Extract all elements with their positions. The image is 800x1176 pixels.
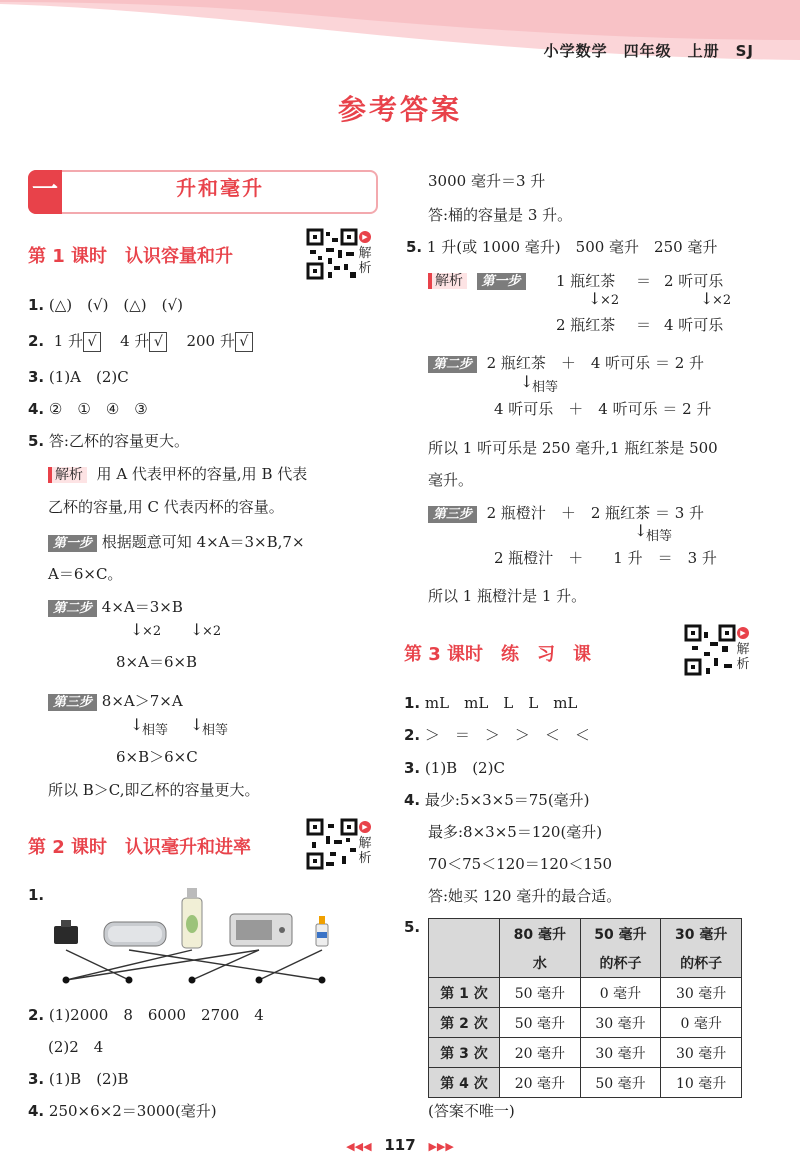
q-num: 5. <box>404 918 421 936</box>
q-num: 4. <box>28 1102 45 1120</box>
l3-q4-l4: 答:她买 120 毫升的最合适。 <box>428 887 622 905</box>
step-text: 根据题意可知 4×A＝3×B,7× <box>101 533 305 551</box>
analysis-line2: 乙杯的容量,用 C 代表丙杯的容量。 <box>48 498 284 516</box>
table-cell: 20 毫升 <box>500 1068 581 1098</box>
unit-number: 一 <box>28 170 62 214</box>
step2-top <box>48 596 183 617</box>
header-cell: 80 毫升 <box>500 919 581 949</box>
row-label: 第 3 次 <box>429 1038 500 1068</box>
table-row <box>429 1038 742 1068</box>
l1-q5 <box>28 430 189 451</box>
times2-label: ×2 <box>600 293 620 308</box>
table-header-row <box>429 948 742 978</box>
matching-illustration <box>44 884 364 994</box>
q-text: 最少:5×3×5＝75(毫升) <box>424 791 590 809</box>
q-num: 3. <box>28 368 45 386</box>
analysis-tag: 解析 <box>48 467 87 483</box>
q-num: 1. <box>404 694 421 712</box>
equal-label: 相等 <box>532 380 559 395</box>
down-arrow-icon: ↓ <box>700 289 714 308</box>
header-cell: 30 毫升 <box>661 919 742 949</box>
l3-q2 <box>404 724 590 745</box>
q2-b: 4 升 <box>120 332 150 350</box>
table-row <box>429 1008 742 1038</box>
l3-q1 <box>404 692 577 713</box>
down-arrow-icon: ↓ <box>634 521 648 540</box>
q-num: 3. <box>404 759 421 777</box>
q-text: (△) (√) (△) (√) <box>48 296 183 314</box>
q-text: ② ① ④ ③ <box>48 400 148 418</box>
answer-note: (答案不唯一) <box>428 1102 515 1120</box>
q-text: (1)2000 8 6000 2700 4 <box>48 1006 264 1024</box>
jiexi-label: 解析 <box>736 642 750 672</box>
pour-table <box>428 918 742 1098</box>
table-cell: 20 毫升 <box>500 1038 581 1068</box>
step-text: 2 瓶橙汁 ＋ 2 瓶红茶 ＝ 3 升 <box>486 504 705 522</box>
lesson1-title: 第 1 课时 认识容量和升 <box>28 246 234 267</box>
q-text: 1 升(或 1000 毫升) 500 毫升 250 毫升 <box>426 238 718 256</box>
l3-q4 <box>404 789 590 810</box>
header-cell: 水 <box>500 948 581 978</box>
step3-tag: 第三步 <box>428 506 477 523</box>
play-icon[interactable]: ▶ <box>359 231 371 243</box>
table-cell: 0 毫升 <box>580 978 661 1008</box>
c3: 所以 1 瓶橙汁是 1 升。 <box>428 587 587 605</box>
table-cell: 0 毫升 <box>661 1008 742 1038</box>
a2-top <box>428 352 704 373</box>
q-text: ＞ ＝ ＞ ＞ ＜ ＜ <box>424 726 590 744</box>
page-number: 117 <box>384 1136 416 1154</box>
q-num: 2. <box>28 1006 45 1024</box>
step-text: 8×A＞7×A <box>101 692 183 710</box>
a1-left2: 2 瓶红茶 <box>556 316 616 334</box>
page-footer <box>0 1136 800 1154</box>
q-text: (1)B (2)B <box>48 1070 129 1088</box>
step1-line1 <box>48 531 305 552</box>
header-cell: 的杯子 <box>661 948 742 978</box>
q-num: 4. <box>404 791 421 809</box>
times2-label: ×2 <box>202 624 222 639</box>
table-cell: 30 毫升 <box>661 978 742 1008</box>
q2-c: 200 升 <box>186 332 235 350</box>
step-text: 2 瓶红茶 ＋ 4 听可乐 ＝ 2 升 <box>486 354 705 372</box>
qr-code-icon[interactable] <box>306 818 358 870</box>
conclusion: 所以 B＞C,即乙杯的容量更大。 <box>48 781 260 799</box>
step3-tag: 第三步 <box>48 694 97 711</box>
analysis-text: 用 A 代表甲杯的容量,用 B 代表 <box>96 465 308 483</box>
table-row <box>429 978 742 1008</box>
step2-tag: 第二步 <box>48 600 97 617</box>
eyedrop-bottle-icon <box>316 916 328 946</box>
play-icon[interactable]: ▶ <box>737 627 749 639</box>
q-text: (1)A (2)C <box>48 368 129 386</box>
l1-q1 <box>28 294 183 315</box>
lesson2-title: 第 2 课时 认识毫升和进率 <box>28 837 252 858</box>
check-box: √ <box>235 332 253 352</box>
a2-bottom: 4 听可乐 ＋ 4 听可乐 ＝ 2 升 <box>494 400 712 418</box>
table-cell: 10 毫升 <box>661 1068 742 1098</box>
shampoo-bottle-icon <box>182 888 202 948</box>
jiexi-label: 解析 <box>358 836 372 866</box>
qr-code-icon[interactable] <box>306 228 358 280</box>
r-analysis-tag-row <box>428 270 526 290</box>
header-cell: 的杯子 <box>580 948 661 978</box>
r-q5 <box>406 236 717 257</box>
times2-label: ×2 <box>142 624 162 639</box>
down-arrow-icon: ↓ <box>520 372 534 391</box>
down-arrow-icon: ↓ <box>190 620 204 639</box>
right-line1: 3000 毫升＝3 升 <box>428 172 546 190</box>
q-num: 4. <box>28 400 45 418</box>
equal-label: 相等 <box>202 723 229 738</box>
step1-tag: 第一步 <box>48 535 97 552</box>
q2-a: 1 升 <box>53 332 83 350</box>
check-box: √ <box>83 332 101 352</box>
q-text: mL mL L L mL <box>424 694 578 712</box>
a1-right1: 2 听可乐 <box>664 272 724 290</box>
q-num: 1. <box>28 296 45 314</box>
q-num: 3. <box>28 1070 45 1088</box>
a1-left1: 1 瓶红茶 <box>556 272 616 290</box>
times2-label: ×2 <box>712 293 732 308</box>
analysis-tag: 解析 <box>428 273 467 289</box>
down-arrow-icon: ↓ <box>130 620 144 639</box>
qr-code-icon[interactable] <box>684 624 736 676</box>
q-num: 5. <box>28 432 45 450</box>
ink-bottle-icon <box>54 920 78 944</box>
equal-label: 相等 <box>646 529 673 544</box>
step3-bottom: 6×B＞6×C <box>116 748 198 766</box>
lesson3-title: 第 3 课时 练 习 课 <box>404 644 592 665</box>
step1-tag: 第一步 <box>477 273 526 290</box>
c2-line1: 所以 1 听可乐是 250 毫升,1 瓶红茶是 500 <box>428 439 718 457</box>
table-cell: 50 毫升 <box>500 1008 581 1038</box>
table-cell: 50 毫升 <box>500 978 581 1008</box>
l2-q1-num <box>28 886 44 904</box>
header-cell <box>429 948 500 978</box>
row-label: 第 1 次 <box>429 978 500 1008</box>
header-cell: 50 毫升 <box>580 919 661 949</box>
table-cell: 30 毫升 <box>661 1038 742 1068</box>
table-header-row <box>429 919 742 949</box>
table-cell: 50 毫升 <box>580 1068 661 1098</box>
step2-tag: 第二步 <box>428 356 477 373</box>
table-row <box>429 1068 742 1098</box>
row-label: 第 4 次 <box>429 1068 500 1098</box>
step2-bottom: 8×A＝6×B <box>116 653 198 671</box>
l3-q4-l3: 70＜75＜120＝120＜150 <box>428 855 613 873</box>
a3-bottom: 2 瓶橙汁 ＋ 1 升 ＝ 3 升 <box>494 549 717 567</box>
q-num: 1. <box>28 886 45 904</box>
l1-q4 <box>28 398 148 419</box>
c2-line2: 毫升。 <box>428 471 474 489</box>
a1-eq: ＝ <box>636 272 652 290</box>
a3-top <box>428 502 704 523</box>
step-text: 4×A＝3×B <box>101 598 183 616</box>
q-num: 5. <box>406 238 423 256</box>
table-cell: 30 毫升 <box>580 1038 661 1068</box>
q-text: 答:乙杯的容量更大。 <box>48 432 189 450</box>
right-arrows-icon: ▶▶▶ <box>428 1140 454 1153</box>
step3-top <box>48 690 183 711</box>
l3-q5-num <box>404 918 420 936</box>
a1-right2: 4 听可乐 <box>664 316 724 334</box>
right-line2: 答:桶的容量是 3 升。 <box>428 206 573 224</box>
l1-q3 <box>28 366 129 387</box>
page-title: 参考答案 <box>337 93 462 126</box>
q-num: 2. <box>28 332 45 350</box>
analysis-line1 <box>48 463 307 484</box>
l2-q3 <box>28 1068 128 1089</box>
row-label: 第 2 次 <box>429 1008 500 1038</box>
check-box: √ <box>149 332 167 352</box>
l2-q2-line2: (2)2 4 <box>48 1038 104 1056</box>
subject-label: 小学数学 四年级 上册 SJ <box>543 42 754 60</box>
l2-q2 <box>28 1004 264 1025</box>
jiexi-label: 解析 <box>358 246 372 276</box>
q-num: 2. <box>404 726 421 744</box>
down-arrow-icon: ↓ <box>588 289 602 308</box>
left-arrows-icon: ◀◀◀ <box>346 1140 372 1153</box>
step1-line2: A＝6×C。 <box>48 565 123 583</box>
l3-q3 <box>404 757 505 778</box>
a1-eq2: ＝ <box>636 316 652 334</box>
table-cell: 30 毫升 <box>580 1008 661 1038</box>
l1-q2 <box>28 330 253 352</box>
l2-q4 <box>28 1100 217 1121</box>
equal-label: 相等 <box>142 723 169 738</box>
down-arrow-icon: ↓ <box>190 715 204 734</box>
q-text: (1)B (2)C <box>424 759 505 777</box>
q-text: 250×6×2＝3000(毫升) <box>48 1102 217 1120</box>
microwave-icon <box>230 914 292 946</box>
down-arrow-icon: ↓ <box>130 715 144 734</box>
water-heater-icon <box>104 922 166 946</box>
l3-q4-l2: 最多:8×3×5＝120(毫升) <box>428 823 603 841</box>
play-icon[interactable]: ▶ <box>359 821 371 833</box>
unit-title: 升和毫升 <box>176 176 264 200</box>
header-cell <box>429 919 500 949</box>
